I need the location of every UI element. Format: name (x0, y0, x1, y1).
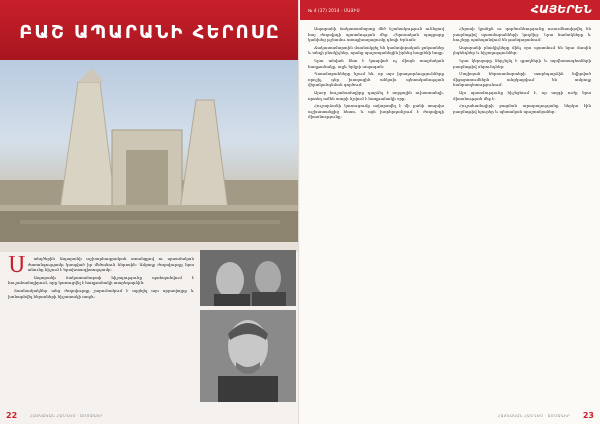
right-paragraph: Նրա անվան հետ է կապված ոչ միայն ռազմական հաղթանակը, այլև երկրի ապագան: (308, 57, 444, 69)
drop-cap: Ս (8, 256, 26, 278)
right-text-column-1 (308, 26, 444, 400)
right-paragraph: Ապարանի բնակիչները մինչ օրս պատմում են նրա մասին լեգենդներ և հիշողություններ: (453, 44, 591, 56)
left-paragraph: տեղծերին Ապարանի աշխարհագրական առանցքով ու պատմական ժառանգությամբ կապված իր մեծանուն հերոսին: Ամբողջ ժողովուրդը նրա անունը հիշում է երախտագիտությամբ: (27, 256, 194, 273)
title-band (0, 0, 300, 60)
right-paragraph: Պատմաբանները նշում են, որ այս իրադարձությունները որոշիչ դեր խաղացին անկախ պետականության վերականգնման գործում: (308, 71, 444, 88)
right-paragraph: Այսօր հուշահամալիրը դարձել է ազգային ուխտատեղի, որտեղ ամեն տարի նշվում է հաղթանակի օրը: (308, 89, 444, 101)
left-paragraph: Ապարանի ճակատամարտի հիշողությունը պահպանվում է հուշահամալիրում, որը կառուցվել է հաղթանակի տարեդարձին: (8, 274, 194, 286)
section-tag: ՀԱՅԵՐԵՆ (530, 3, 592, 16)
right-paragraph: Նրա կերպարը ներշնչել է գրողների և արվեստագետների բազմաթիվ սերունդներ: (453, 57, 591, 69)
right-paragraph: Ապարանի ճակատամարտը մեծ նշանակություն ունեցավ հայ ժողովրդի պատմության մեջ: Հերոսական պայքարը կանխեց թշնամու առաջխաղացումը դեպի Երևան: (308, 26, 444, 43)
right-page (300, 0, 600, 424)
right-paragraph: Հուշահամալիրի բացման արարողությանը ներկա էին բազմաթիվ հյուրեր և պետական պաշտոնյաներ: (453, 103, 591, 114)
footer-text-right: ՀԱՅԿԱԿԱՆ ՀԱՆԴԵՍ · ԱՄՍԱԳԻՐ (497, 414, 570, 418)
page-number-left: 22 (6, 411, 18, 420)
right-paragraph: Հերոսի կյանքն ու գործունեությունը ուսումնասիրվել են բազմաթիվ պատմաբանների կողմից: Նրա նամակները և հուշերը պահպանվում են թանգարանում: (453, 26, 591, 43)
right-text-column-2 (453, 26, 591, 400)
monument-photo (0, 60, 300, 242)
footer-text-left: ՀԱՅԿԱԿԱՆ ՀԱՆԴԵՍ · ԱՄՍԱԳԻՐ (30, 414, 103, 418)
right-paragraph: Հուշարձանի կառուցումը ավարտվել է մի քանի տարվա աշխատանքից հետո, և այն խորհրդանշում է ժողովրդի միասնությունը: (308, 103, 444, 120)
right-paragraph: Ճակատամարտին մասնակցել են կամավորական ջոկատներ և տեղի բնակիչներ, որոնք պաշտպանեցին իրենց հայրենի հողը: (308, 44, 444, 56)
portrait-photo-top (200, 250, 296, 306)
left-paragraph: Տասնամյակներ անց ժողովուրդը շարունակում է այցելել այս սրբավայրը և խոնարհվել հերոսների հիշատակի առջև: (8, 287, 194, 299)
right-paragraph: Մայիսյան հերոսամարտերի տարեդարձին նվիրված միջոցառումներն անցկացվում են ամբողջ հանրապետությունում: (453, 71, 591, 88)
portrait-photo-bottom (200, 310, 296, 402)
article-title: ԲԱՇ ԱՊԱՐԱՆԻ ՀԵՐՈՍԸ (19, 22, 281, 43)
left-text-column (8, 256, 194, 396)
right-paragraph: Այս պատմությունը հիշեցնում է, որ ազգի ուժը նրա միասնության մեջ է: (453, 89, 591, 101)
page-number-right: 23 (582, 411, 594, 420)
issue-line: № 4 (37) 2014 · ՄԱՅԻՍ (308, 8, 360, 13)
